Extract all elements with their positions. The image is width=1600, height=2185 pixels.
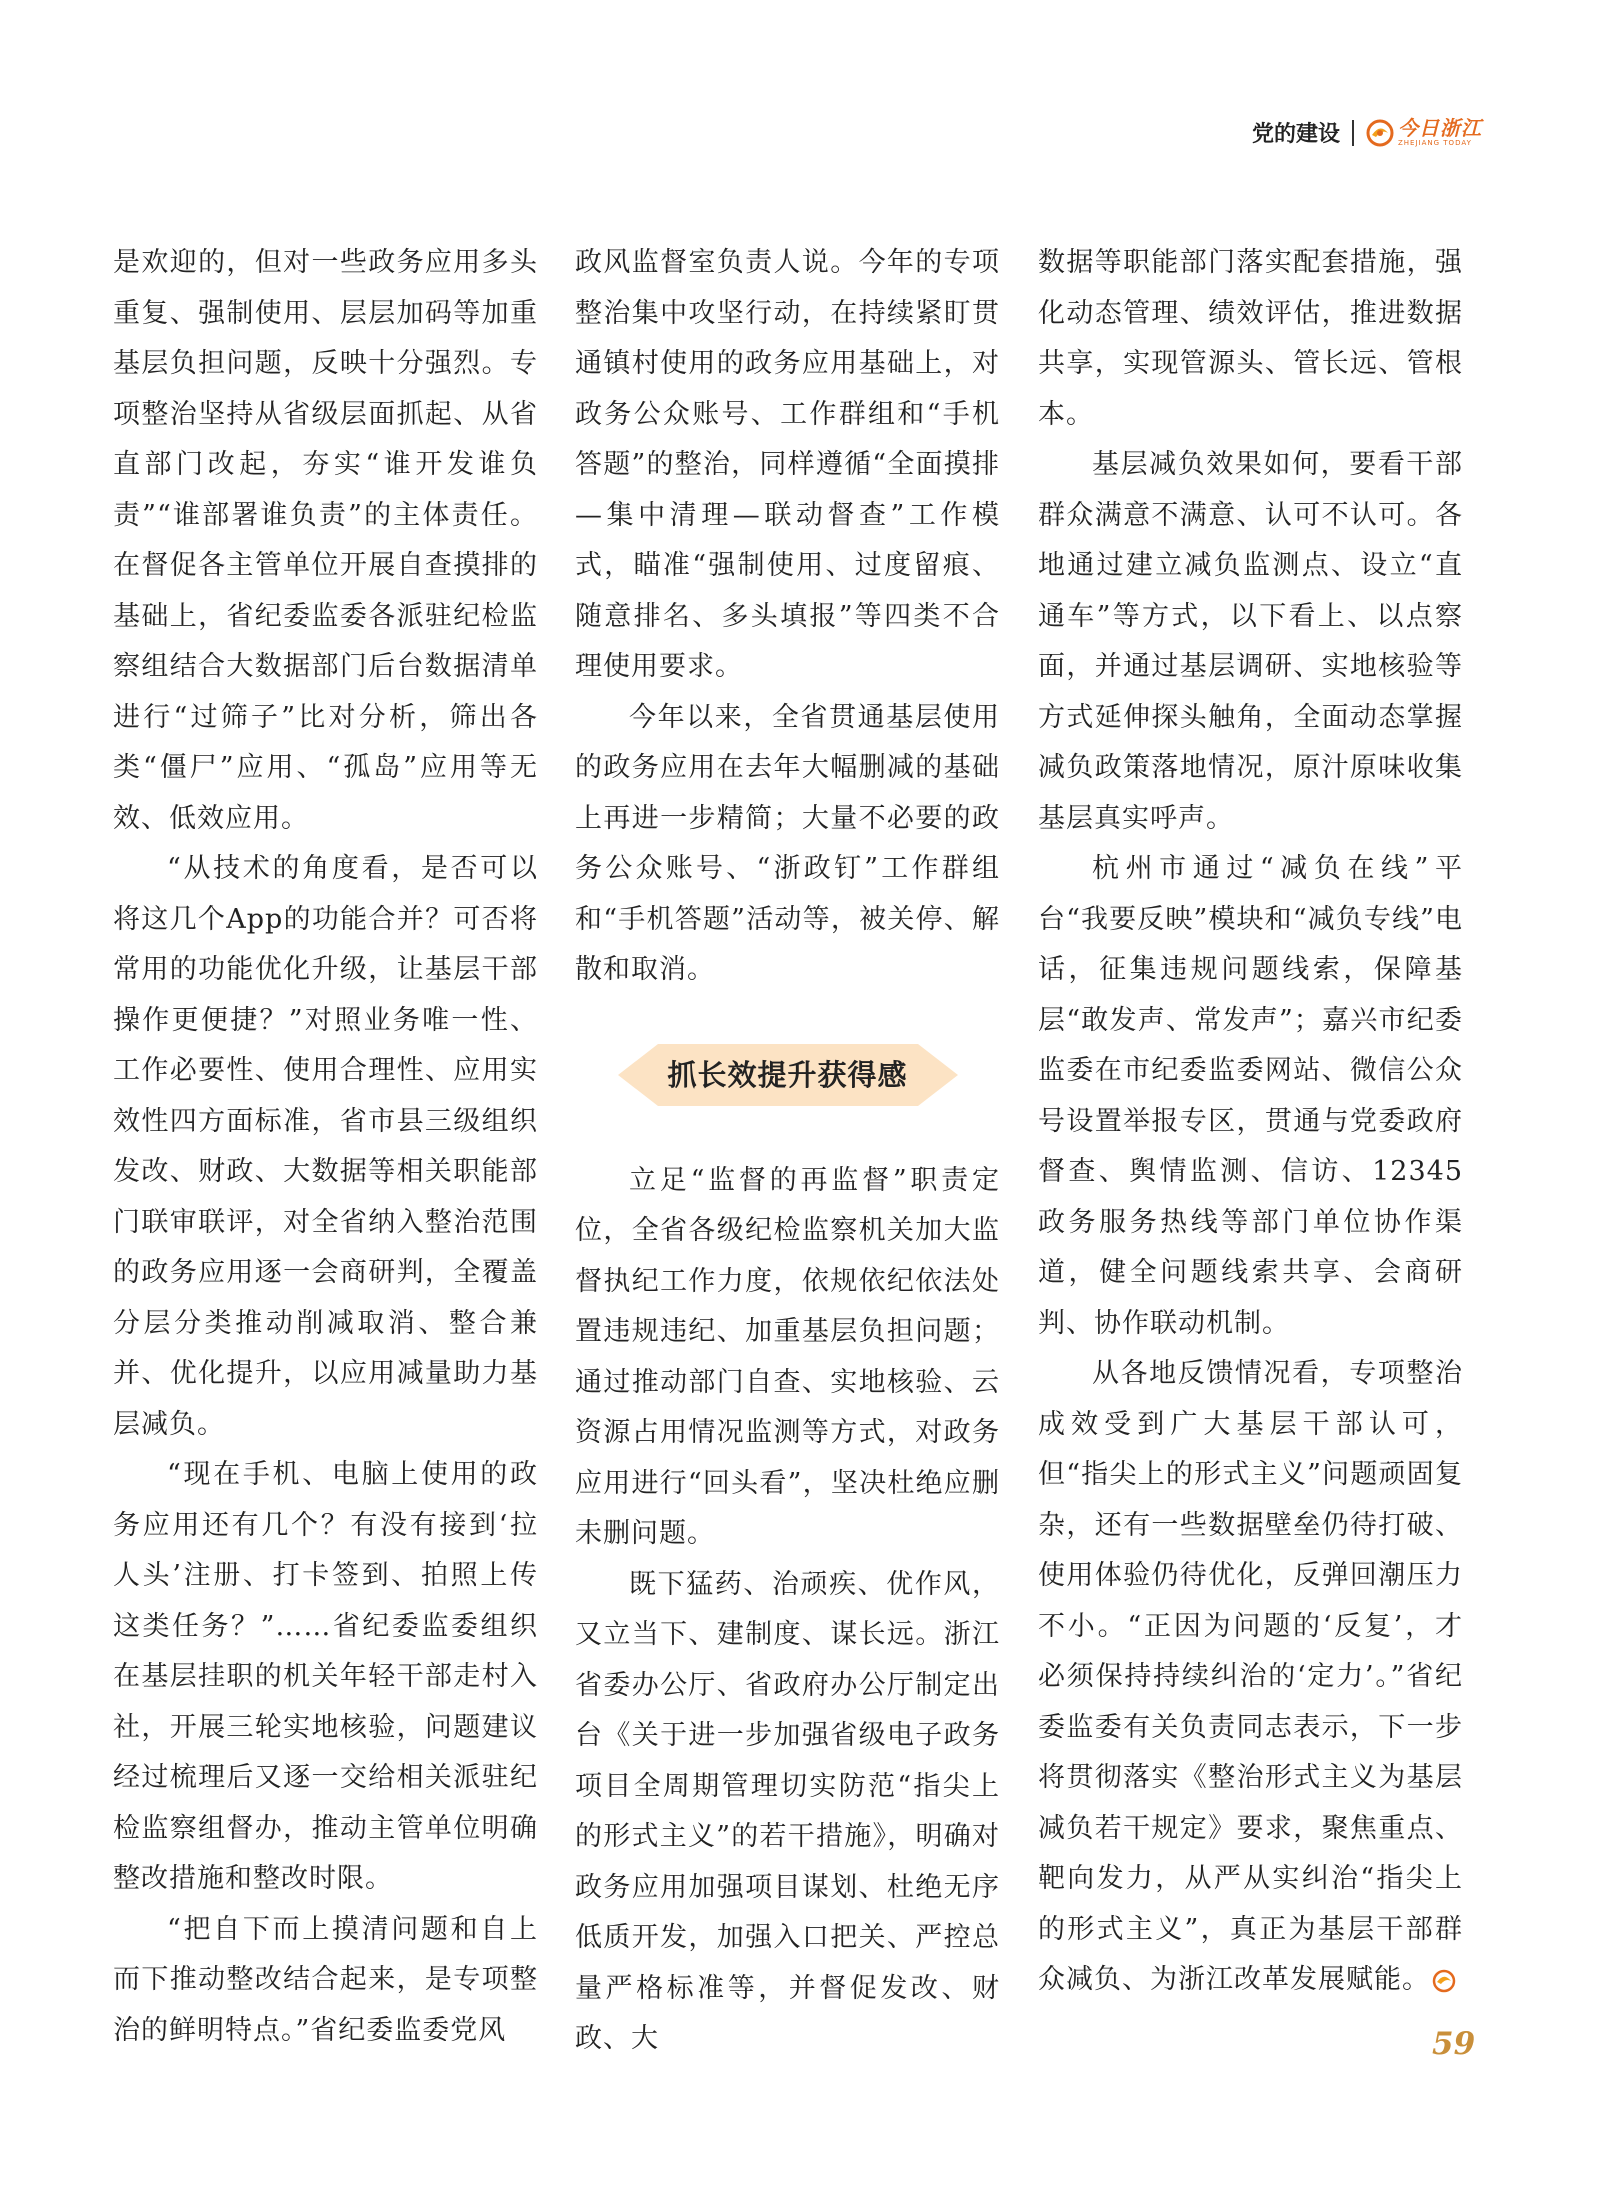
page-number: 59 xyxy=(1432,2026,1476,2062)
paragraph: “从技术的角度看，是否可以将这几个App的功能合并？可否将常用的功能优化升级，让基层干部操作更便捷？”对照业务唯一性、工作必要性、使用合理性、应用实效性四方面标准，省市县三级组织发改、财政、大数据等相关职能部门联审联评，对全省纳入整治范围的政务应用逐一会商研判，全覆盖分层分类推动削减取消、整合兼并、优化提升，以应用减量助力基层减负。 xyxy=(113,853,538,1440)
article-column-3 xyxy=(1038,238,1463,2006)
logo-chinese-text: 今日浙江 xyxy=(1398,116,1482,140)
article-end-icon xyxy=(1432,1969,1456,1993)
header-divider xyxy=(1352,120,1354,146)
paragraph: 今年以来，全省贯通基层使用的政务应用在去年大幅删减的基础上再进一步精简；大量不必要的政务公众账号、“浙政钉”工作群组和“手机答题”活动等，被关停、解散和取消。 xyxy=(575,701,1000,985)
paragraph: 立足“监督的再监督”职责定位，全省各级纪检监察机关加大监督执纪工作力度，依规依纪依法处置违规违纪、加重基层负担问题；通过推动部门自查、实地核验、云资源占用情况监测等方式，对政务应用进行“回头看”，坚决杜绝应删未删问题。 xyxy=(575,1164,1000,1549)
paragraph: 杭州市通过“减负在线”平台“我要反映”模块和“减负专线”电话，征集违规问题线索，保障基层“敢发声、常发声”；嘉兴市纪委监委在市纪委监委网站、微信公众号设置举报专区，贯通与党委政府督查、舆情监测、信访、12345政务服务热线等部门单位协作渠道，健全问题线索共享、会商研判、协作联动机制。 xyxy=(1038,853,1463,1339)
magazine-logo xyxy=(1366,118,1482,147)
logo-english-text: ZHEJIANG TODAY xyxy=(1398,139,1472,147)
article-column-1 xyxy=(113,238,538,2056)
page-header xyxy=(1252,117,1482,148)
paragraph: “把自下而上摸清问题和自上而下推动整改结合起来，是专项整治的鲜明特点。”省纪委监委党风 xyxy=(113,1913,538,2046)
paragraph: 是欢迎的，但对一些政务应用多头重复、强制使用、层层加码等加重基层负担问题，反映十分强烈。专项整治坚持从省级层面抓起、从省直部门改起，夯实“谁开发谁负责”“谁部署谁负责”的主体责任。在督促各主管单位开展自查摸排的基础上，省纪委监委各派驻纪检监察组结合大数据部门后台数据清单进行“过筛子”比对分析，筛出各类“僵尸”应用、“孤岛”应用等无效、低效应用。 xyxy=(113,247,538,834)
paragraph: 政风监督室负责人说。今年的专项整治集中攻坚行动，在持续紧盯贯通镇村使用的政务应用基础上，对政务公众账号、工作群组和“手机答题”的整治，同样遵循“全面摸排—集中清理—联动督查”工作模式，瞄准“强制使用、过度留痕、随意排名、多头填报”等四类不合理使用要求。 xyxy=(575,247,1000,682)
paragraph: 既下猛药、治顽疾、优作风，又立当下、建制度、谋长远。浙江省委办公厅、省政府办公厅制定出台《关于进一步加强省级电子政务项目全周期管理切实防范“指尖上的形式主义”的若干措施》，明确对政务应用加强项目谋划、杜绝无序低质开发，加强入口把关、严控总量严格标准等，并督促发改、财政、大 xyxy=(575,1568,1000,2054)
logo-swirl-icon xyxy=(1366,119,1394,147)
article-column-2 xyxy=(575,238,1000,2065)
paragraph-text: 从各地反馈情况看，专项整治成效受到广大基层干部认可，但“指尖上的形式主义”问题顽固复杂，还有一些数据壁垒仍待打破、使用体验仍待优化，反弹回潮压力不小。“正因为问题的‘反复’，才必须保持持续纠治的‘定力’。”省纪委监委有关负责同志表示，下一步将贯彻落实《整治形式主义为基层减负若干规定》要求，聚焦重点、靶向发力，从严从实纠治“指尖上的形式主义”，真正为基层干部群众减负、为浙江改革发展赋能。 xyxy=(1038,1358,1463,1995)
section-name: 党的建设 xyxy=(1251,122,1340,147)
paragraph: 基层减负效果如何，要看干部群众满意不满意、认可不认可。各地通过建立减负监测点、设立“直通车”等方式，以下看上、以点察面，并通过基层调研、实地核验等方式延伸探头触角，全面动态掌握减负政策落地情况，原汁原味收集基层真实呼声。 xyxy=(1038,449,1463,834)
paragraph: 数据等职能部门落实配套措施，强化动态管理、绩效评估，推进数据共享，实现管源头、管长远、管根本。 xyxy=(1038,247,1463,430)
paragraph-last xyxy=(1038,1349,1463,2006)
subheading-text: 抓长效提升获得感 xyxy=(667,1057,908,1092)
section-subheading xyxy=(618,1044,958,1106)
paragraph: “现在手机、电脑上使用的政务应用还有几个？有没有接到‘拉人头’注册、打卡签到、拍照上传这类任务？”……省纪委监委组织在基层挂职的机关年轻干部走村入社，开展三轮实地核验，问题建议经过梳理后又逐一交给相关派驻纪检监察组督办，推动主管单位明确整改措施和整改时限。 xyxy=(113,1459,538,1894)
